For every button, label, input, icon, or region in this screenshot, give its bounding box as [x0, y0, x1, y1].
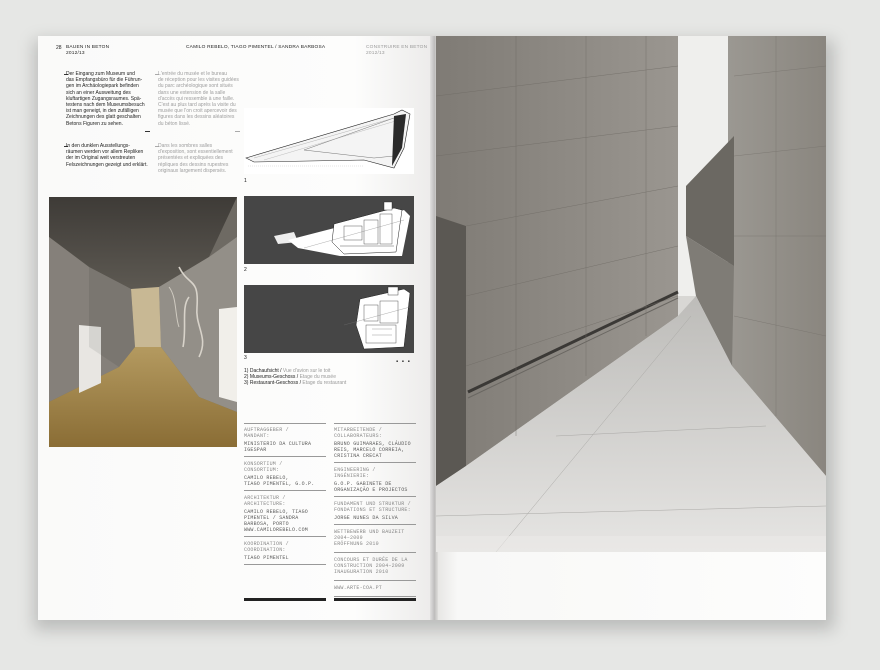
plan-legend-1: 1) Dachaufsicht / Vue d'avion sur le toit	[244, 368, 331, 374]
text-line: testens nach dem Museumsbesuch	[66, 102, 145, 109]
credit-label: FUNDAMENT UND STRUKTUR /	[334, 501, 411, 507]
credit-label: WETTBEWERB UND BAUZEIT	[334, 529, 405, 535]
german-paragraph-2	[66, 143, 152, 168]
text-line: In den dunklen Ausstellungs-	[66, 143, 130, 149]
credit-label: ERÖFFNUNG 2010	[334, 541, 379, 547]
text-line: du béton lissé.	[158, 120, 191, 127]
credit-label: COORDINATION:	[244, 547, 286, 553]
credit-label: COLLABORATEURS:	[334, 433, 383, 439]
plan-label-3: 3	[244, 355, 247, 361]
text-line: Der Eingang zum Museum und	[66, 71, 135, 77]
credit-label: ENGINEERING /	[334, 467, 376, 473]
text-line: C'est au plus tard après la visite du	[158, 102, 236, 109]
text-line: Felszeichnungen gezeigt und erklärt.	[66, 161, 148, 168]
plan-legend-2: 2) Museums-Geschoss / Etage du musée	[244, 374, 336, 380]
credit-value: BARBOSA, PORTO	[244, 521, 289, 527]
credit-value: TIAGO PIMENTEL, G.O.P.	[244, 481, 315, 487]
text-line: Zeichnungen des glatt geschalten	[66, 114, 141, 121]
text-line: kluftartigen Zugangsraumes. Spä-	[66, 95, 142, 102]
credit-value: WWW.CAMILOREBELO.COM	[244, 527, 309, 533]
credit-value: CAMILO REBELO,	[244, 475, 289, 481]
credits-separator	[334, 596, 416, 597]
credit-label: AUFTRAGGEBER /	[244, 427, 289, 433]
plan-label-1: 1	[244, 178, 247, 184]
credit-label: KOORDINATION /	[244, 541, 289, 547]
french-title: CONSTRUIRE EN BETON	[366, 45, 428, 50]
credit-label: ARCHITECTURE:	[244, 501, 286, 507]
text-line: sich an einer Ausweitung des	[66, 89, 131, 96]
credit-value: JORGE NUNES DA SILVA	[334, 515, 399, 521]
credits-separator	[334, 580, 416, 581]
interior-corridor-photo	[49, 197, 237, 447]
text-line: dans une extension de la salle	[158, 89, 226, 96]
credits-separator	[334, 462, 416, 463]
credit-label: 2004–2009	[334, 535, 363, 541]
text-line: musée que l'on croit apercevoir des	[158, 108, 237, 115]
french-year: 2012/13	[366, 51, 385, 56]
plan-label-2: 2	[244, 267, 247, 273]
credit-label: FONDATIONS ET STRUCTURE:	[334, 507, 411, 513]
credit-label: CONCOURS ET DURÉE DE LA	[334, 557, 408, 563]
credit-value: ORGANIZAÇÃO E PROJECTOS	[334, 487, 408, 493]
museum-floor-plan	[244, 196, 414, 264]
credit-label: KONSORTIUM /	[244, 461, 283, 467]
credit-label: WWW.ARTE-COA.PT	[334, 585, 383, 591]
credit-value: IGESPAR	[244, 447, 267, 453]
credit-value: BRUNO GUIMARAES, CLÁUDIO	[334, 441, 411, 447]
text-line: du parc archéologique sont situés	[158, 83, 233, 90]
text-line: ist man geneigt, in den zufälligen	[66, 108, 139, 115]
magazine-title: BAUEN IN BETON	[66, 45, 110, 50]
credit-value: CRISTINA CRECAT	[334, 453, 383, 459]
credit-label: INGÉNIERIE:	[334, 473, 370, 479]
credit-value: MINISTERIO DA CULTURA	[244, 441, 312, 447]
credit-label: MITARBEITENDE /	[334, 427, 383, 433]
text-line: der im Original weit verstreuten	[66, 155, 136, 162]
text-line: présentées et expliquées des	[158, 155, 224, 162]
credit-value: PIMENTEL / SANDRA	[244, 515, 299, 521]
column-end-dash	[145, 131, 150, 132]
credits-separator	[244, 490, 326, 491]
credit-label: CONSORTIUM:	[244, 467, 280, 473]
text-line: répliques des dessins rupestres	[158, 161, 229, 168]
text-line: gen im Archäologiepark befinden	[66, 83, 139, 90]
plan-legend-3: 3) Restaurant-Geschoss / Etage du restaurant	[244, 380, 347, 386]
french-paragraph-1	[158, 71, 242, 127]
credit-label: INAUGURATION 2010	[334, 569, 389, 575]
restaurant-floor-plan	[244, 285, 414, 353]
credit-value: TIAGO PIMENTEL	[244, 555, 289, 561]
credit-label: MANDANT:	[244, 433, 270, 439]
north-scale-marker: ▪ ▪ ▪	[396, 359, 411, 365]
column-end-dash	[235, 131, 240, 132]
text-line: das Empfangsbüro für die Führun-	[66, 77, 143, 84]
article-authors: CAMILO REBELO, TIAGO PIMENTEL / SANDRA BARBOSA	[186, 45, 326, 50]
text-line: L'entrée du musée et le bureau	[158, 71, 228, 77]
roof-plan-drawing	[244, 108, 414, 174]
credits-end-bar	[334, 598, 416, 601]
text-line: d'exposition, sont essentiellement	[158, 149, 233, 156]
concrete-ramp-photo	[436, 36, 826, 552]
credits-separator	[334, 552, 416, 553]
french-paragraph-2	[158, 143, 242, 174]
text-line: Dans les sombres salles	[158, 143, 213, 149]
credit-label: CONSTRUCTION 2004–2009	[334, 563, 405, 569]
credits-separator	[244, 564, 326, 565]
credit-value: REIS, MARCELO CORREIA,	[334, 447, 405, 453]
credit-value: CAMILO REBELO, TIAGO	[244, 509, 309, 515]
magazine-year: 2012/13	[66, 51, 85, 56]
credits-separator	[334, 496, 416, 497]
german-paragraph-1	[66, 71, 152, 127]
text-line: de réception pour les visites guidées	[158, 77, 239, 84]
text-line: räumen werden vor allem Repliken	[66, 149, 144, 156]
credit-label: ARCHITEKTUR /	[244, 495, 286, 501]
text-line: originaux largement dispersés.	[158, 167, 227, 174]
credit-value: G.O.P. GABINETE DE	[334, 481, 392, 487]
credits-end-bar	[244, 598, 326, 601]
credits-rule	[244, 423, 326, 424]
credits-rule	[334, 423, 416, 424]
text-line: figures dans les dessins aléatoires	[158, 114, 235, 121]
text-line: Betons Figuren zu sehen.	[66, 120, 123, 127]
credits-separator	[334, 524, 416, 525]
credits-separator	[244, 536, 326, 537]
page-number: 28	[56, 45, 62, 51]
credits-separator	[244, 456, 326, 457]
text-line: d'accès qui ressemble à une faille.	[158, 95, 235, 102]
